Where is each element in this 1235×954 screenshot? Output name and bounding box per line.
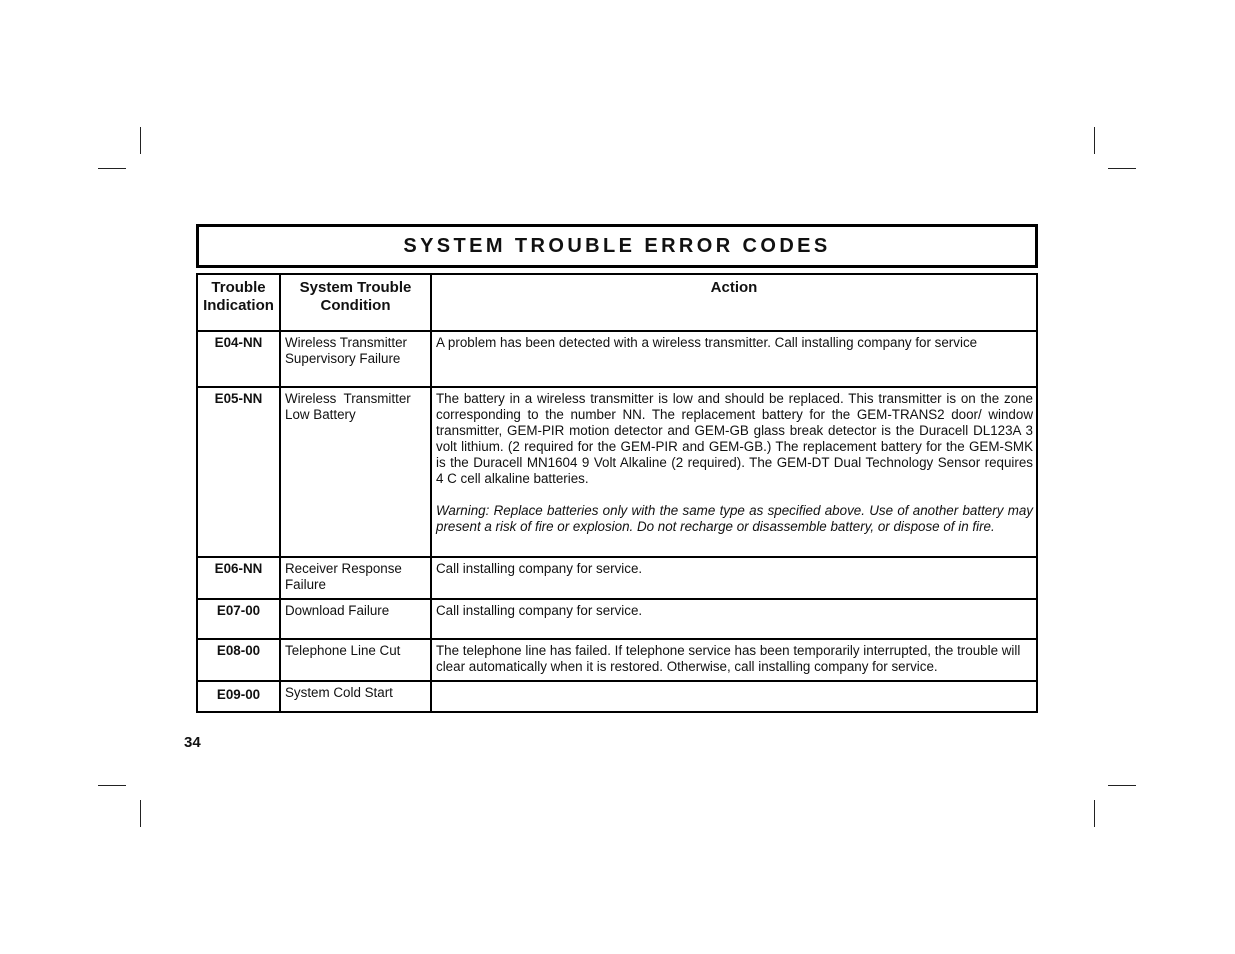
crop-mark: [98, 168, 126, 169]
action-cell: [431, 599, 1037, 639]
condition-cell: [280, 387, 431, 557]
trouble-code: E08-00: [216, 643, 261, 658]
action-cell: [431, 387, 1037, 557]
code-cell: [197, 681, 280, 712]
code-cell: [197, 557, 280, 599]
condition-cell: [280, 681, 431, 712]
condition-cell: [280, 331, 431, 387]
trouble-condition: System Cold Start: [285, 685, 393, 700]
code-cell: [197, 387, 280, 557]
action-cell: [431, 557, 1037, 599]
trouble-code: E04-NN: [214, 335, 263, 350]
table-header-row: [197, 274, 1037, 331]
crop-mark: [1108, 168, 1136, 169]
page-title: SYSTEM TROUBLE ERROR CODES: [403, 234, 831, 257]
trouble-action: A problem has been detected with a wireless transmitter. Call installing company for service: [436, 335, 978, 350]
crop-mark: [1108, 785, 1136, 786]
crop-mark: [98, 785, 126, 786]
trouble-code: E05-NN: [214, 391, 263, 406]
crop-mark: [140, 800, 141, 827]
table-row: [197, 681, 1037, 712]
crop-mark: [140, 127, 141, 154]
header-condition: System Trouble Condition: [280, 274, 431, 331]
action-cell: [431, 639, 1037, 681]
trouble-action: Call installing company for service.: [436, 603, 643, 618]
trouble-condition: Wireless Transmitter Supervisory Failure: [285, 335, 408, 366]
trouble-action: The battery in a wireless transmitter is low and should be replaced. This transmitter is on the zone corresponding to the number NN. The replacement battery for the GEM-TRANS2 door/ window transmitter, GEM-PIR motion detector and GEM-GB glass break detector is the Duracell DL123A 3 volt lithium. (2 required for the GEM-PIR and GEM-GB.) The replacement battery for the GEM-SMK is the Duracell MN1604 9 Volt Alkaline (2 required). The GEM-DT Dual Technology Sensor requires 4 C cell alkaline batteries.: [436, 391, 1033, 486]
code-cell: [197, 639, 280, 681]
header-action: Action: [431, 274, 1037, 331]
condition-cell: [280, 639, 431, 681]
trouble-code: E06-NN: [214, 561, 263, 576]
trouble-action: The telephone line has failed. If telephone service has been temporarily interrupted, the trouble will clear automatically when it is restored. Otherwise, call installing company for service.: [436, 643, 1021, 674]
code-cell: [197, 599, 280, 639]
table-row: [197, 639, 1037, 681]
condition-cell: [280, 557, 431, 599]
code-cell: [197, 331, 280, 387]
header-indication: Trouble Indication: [197, 274, 280, 331]
trouble-condition: Wireless Transmitter Low Battery: [285, 391, 415, 422]
trouble-code: E09-00: [216, 687, 261, 702]
trouble-code: E07-00: [216, 603, 261, 618]
action-cell: [431, 331, 1037, 387]
trouble-action: Call installing company for service.: [436, 561, 643, 576]
trouble-condition: Download Failure: [285, 603, 390, 618]
action-cell: [431, 681, 1037, 712]
crop-mark: [1094, 800, 1095, 827]
condition-cell: [280, 599, 431, 639]
table-row: [197, 331, 1037, 387]
error-code-table: [196, 273, 1038, 713]
crop-mark: [1094, 127, 1095, 154]
title-box: [196, 224, 1038, 268]
trouble-action: [436, 682, 1033, 685]
table-row: [197, 387, 1037, 557]
battery-warning: Warning: Replace batteries only with the same type as specified above. Use of another battery may present a risk of fire or explosion. Do not recharge or disassemble battery, or dispose of in fire.: [436, 503, 1033, 534]
table-row: [197, 599, 1037, 639]
trouble-condition: Telephone Line Cut: [285, 643, 401, 658]
table-row: [197, 557, 1037, 599]
page-number: 34: [184, 734, 201, 751]
trouble-condition: Receiver Response Failure: [285, 561, 402, 592]
